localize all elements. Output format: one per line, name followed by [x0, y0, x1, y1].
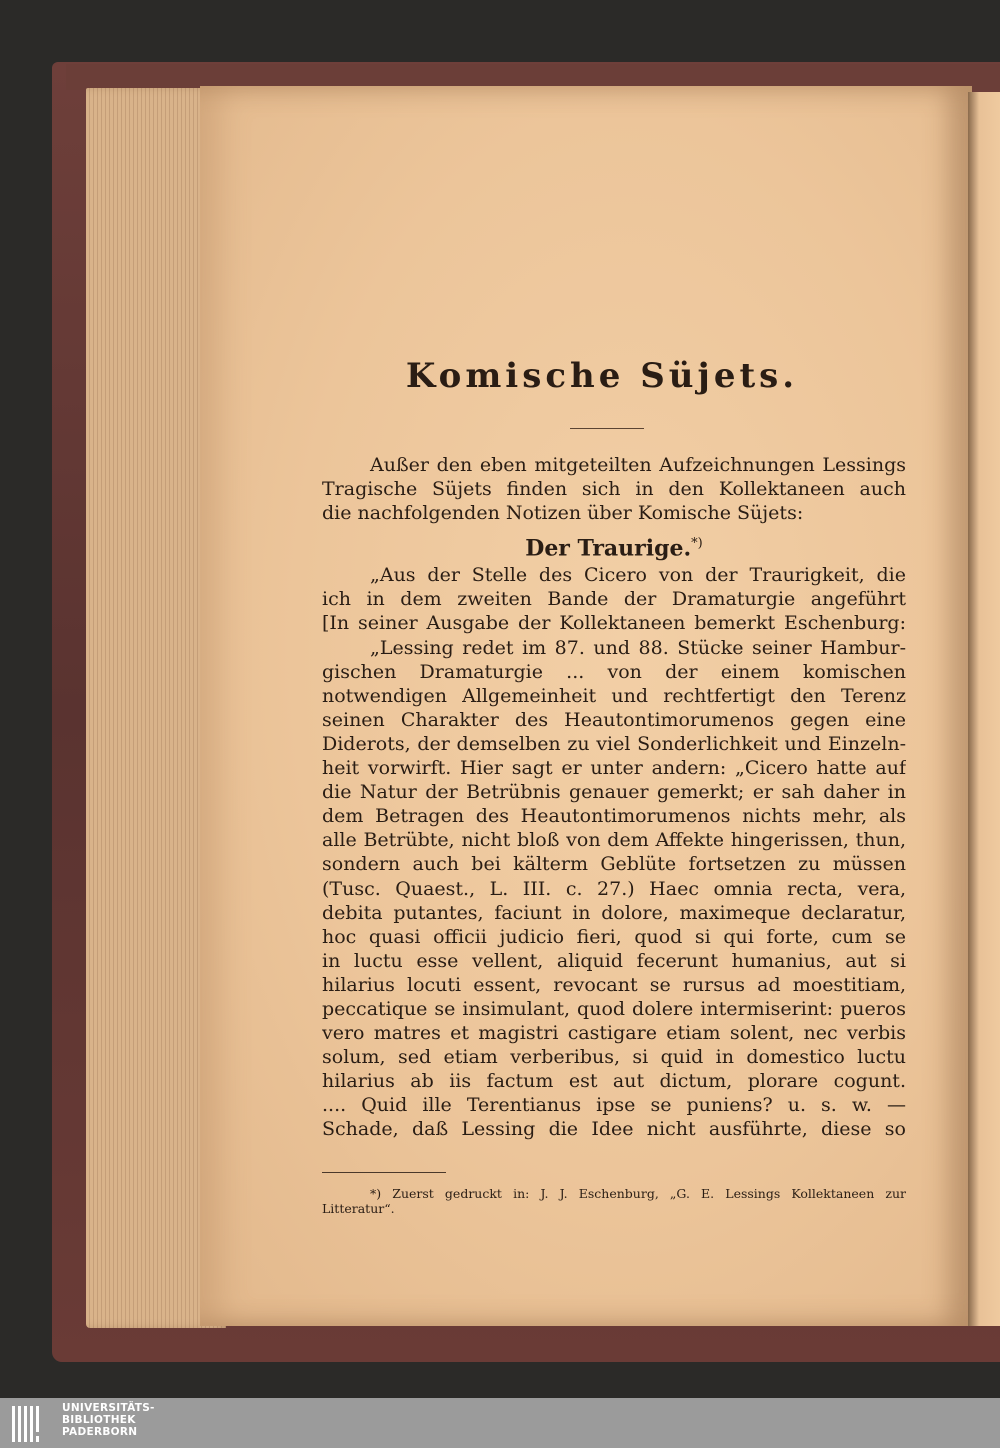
section-heading-text: Der Traurige.	[525, 535, 692, 562]
footnote-divider	[322, 1172, 446, 1173]
logo-line: UNIVERSITÄTS-	[62, 1402, 155, 1414]
text-line: die Natur der Betrübnis genauer gemerkt; er sah daher in	[322, 781, 906, 804]
text-line: hilarius ab iis factum est aut dictum, plorare cogunt.	[322, 1070, 906, 1093]
text-line: hoc quasi officii judicio fieri, quod si qui forte, cum se	[322, 925, 906, 948]
library-logo-icon	[10, 1402, 54, 1446]
text-line: peccatique se insimulant, quod dolere intermiserint: pueros	[322, 997, 906, 1020]
facing-page-edge	[968, 92, 1000, 1326]
logo-line: BIBLIOTHEK	[62, 1414, 136, 1426]
text-line: hilarius locuti essent, revocant se rursus ad moestitiam,	[322, 973, 906, 996]
text-line: Diderots, der demselben zu viel Sonderlichkeit und Einzeln-	[322, 732, 906, 755]
page-title: Komische Süjets.	[405, 356, 799, 396]
text-line: seinen Charakter des Heautontimorumenos gegen eine	[322, 708, 906, 731]
body-text	[322, 453, 906, 1142]
footnote-marker: *)	[691, 536, 703, 552]
text-line: .... Quid ille Terentianus ipse se puniens? u. s. w. —	[322, 1094, 906, 1117]
title-divider	[570, 428, 644, 429]
text-line: ich in dem zweiten Bande der Dramaturgie angeführt	[322, 588, 906, 611]
text-line: sondern auch bei kälterm Geblüte fortsetzen zu müssen	[322, 853, 906, 876]
text-line: vero matres et magistri castigare etiam solent, nec verbis	[322, 1022, 906, 1045]
text-line: Tragische Süjets finden sich in den Kollektaneen auch	[322, 478, 906, 501]
text-line: gischen Dramaturgie ... von der einem komischen	[322, 660, 906, 683]
text-line: debita putantes, faciunt in dolore, maximeque declaratur,	[322, 901, 906, 924]
footnote-line: Litteratur“.	[322, 1201, 395, 1216]
section-heading	[322, 525, 906, 563]
library-logo-text	[62, 1402, 155, 1438]
text-line: notwendigen Allgemeinheit und rechtfertigt den Terenz	[322, 684, 906, 707]
text-line: „Aus der Stelle des Cicero von der Traurigkeit, die	[370, 564, 906, 587]
text-line: die nachfolgenden Notizen über Komische Süjets:	[322, 502, 804, 525]
text-line: solum, sed etiam verberibus, si quid in domestico luctu	[322, 1046, 906, 1069]
text-line: dem Betragen des Heautontimorumenos nichts mehr, als	[322, 805, 906, 828]
text-line: Schade, daß Lessing die Idee nicht ausführte, diese so	[322, 1118, 906, 1141]
text-line: (Tusc. Quaest., L. III. c. 27.) Haec omnia recta, vera,	[322, 877, 906, 900]
logo-line: PADERBORN	[62, 1426, 138, 1438]
footnote-line: *) Zuerst gedruckt in: J. J. Eschenburg, „G. E. Lessings Kollektaneen zur	[370, 1186, 906, 1201]
text-line: heit vorwirft. Hier sagt er unter andern: „Cicero hatte auf	[322, 757, 906, 780]
text-line: Außer den eben mitgeteilten Aufzeichnungen Lessings	[370, 454, 906, 476]
text-line: alle Betrübte, nicht bloß von dem Affekte hingerissen, thun,	[322, 829, 906, 852]
footnote	[322, 1186, 906, 1216]
text-line: in luctu esse vellent, aliquid fecerunt humanius, aut si	[322, 949, 906, 972]
text-line: [In seiner Ausgabe der Kollektaneen bemerkt Eschenburg:	[322, 612, 906, 635]
text-line: „Lessing redet im 87. und 88. Stücke seiner Hambur-	[370, 636, 906, 659]
